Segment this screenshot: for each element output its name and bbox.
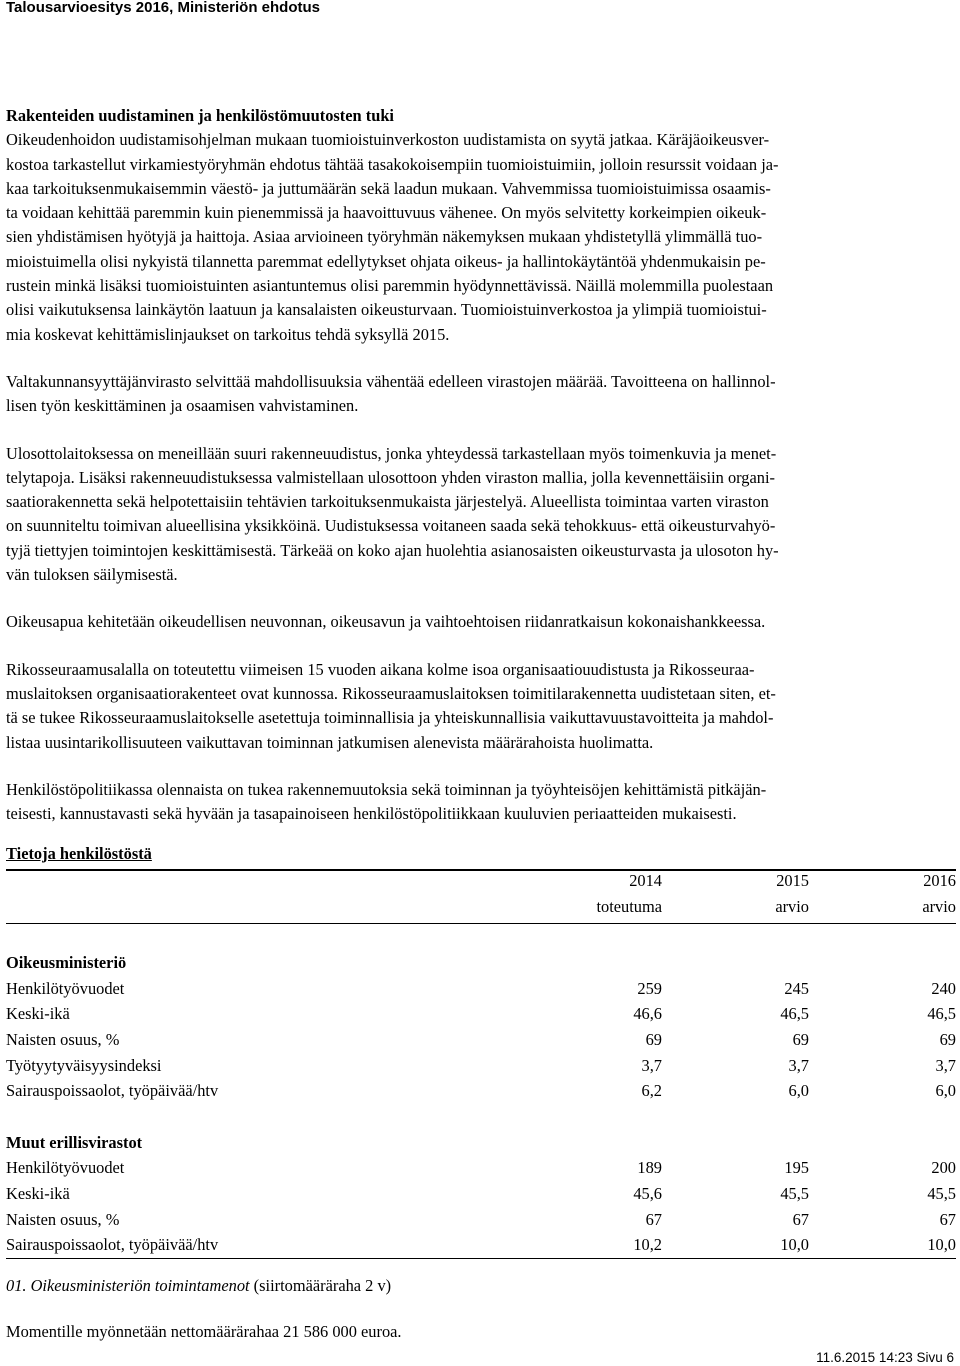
year-type-2: arvio	[662, 894, 809, 924]
table-row: Keski-ikä 46,6 46,5 46,5	[6, 1004, 956, 1024]
table-row: Naisten osuus, % 67 67 67	[6, 1209, 956, 1229]
group-header-other-agencies: Muut erillisvirastot	[6, 1132, 143, 1152]
paragraph-court-network: Oikeudenhoidon uudistamisohjelman mukaan tuomioistuinverkoston uudistamista on syytä jatkaa. Käräjäoikeusver- kostoa tarkastellut virkamiestyöryhmän ehdotus tähtää tasakokoisempiin tuomioistuimiin, jolloin resurssit voidaan ja- kaa tarkoituksenmukaisemmin väestö- ja juttumäärän sekä laadun mukaan. Vahvemmissa tuomioistuimissa osaamis- ta voidaan kehittää paremmin kuin pienemmissä ja haavoittuvuus vähenee. On myös selvitetty korkeimpien oikeuk- sien yhdistämisen hyötyjä ja haittoja. Asiaa arvioineen työryhmän näkemyksen mukaan yhdistetyllä ylimmällä tuo- mioistuimella olisi nykyistä tilannetta paremmat edellytykset ohjata oikeus- ja hallintokäytäntöä yhdenmukaisin pe- rustein minkä lisäksi tuomioistuinten asiantuntemus olisi paremmin hyödynnettävissä. Näillä molemmilla puolestaan olisi vaikutuksensa lainkäytön laatuun ja kansalaisten oikeusturvaan. Tuomioistuinverkostoa ja ylimpiä tuomioistui- mia koskevat kehittämislinjaukset on tarkoitus tehdä syksyllä 2015.	[6, 130, 779, 344]
paragraph-enforcement: Ulosottolaitoksessa on meneillään suuri rakenneuudistus, jonka yhteydessä tarkastellaan myös toimenkuvia ja menet- telytapoja. Lisäksi rakenneuudistuksessa valmistellaan ulosottoon yhden viraston mallia, jolla kevennettäisiin organi- saatiorakennetta sekä helpotettaisiin tehtävien tarkoituksenmukaista järjestelyä. Alueellista toimintaa varten viraston on suunniteltu toimivan alueellisina yksikköinä. Uudistuksessa voitaneen saada sekä tehokkuus- että oikeusturvahyö- tyjä tiettyjen toimintojen keskittämisestä. Tärkeää on koko ajan huolehtia asianosaisten oikeusturvasta ja ulosoton hy- vän tuloksen säilymisestä.	[6, 443, 779, 585]
moment-funding-text: Momentille myönnetään nettomäärärahaa 21 586 000 euroa.	[6, 1322, 402, 1341]
table-row: Sairauspoissaolot, työpäivää/htv 6,2 6,0 6,0	[6, 1081, 956, 1101]
page-footer: 11.6.2015 14:23 Sivu 6	[816, 1350, 954, 1365]
year-col-3: 2016	[923, 871, 956, 890]
table-row: Keski-ikä 45,6 45,5 45,5	[6, 1183, 956, 1203]
year-col-2: 2015	[776, 871, 809, 890]
table-row: Naisten osuus, % 69 69 69	[6, 1029, 956, 1049]
document-header-title: Talousarvioesitys 2016, Ministeriön ehdotus	[6, 0, 320, 16]
year-type-1: toteutuma	[426, 894, 662, 924]
staff-section-title	[6, 842, 956, 871]
staff-section-title-text: Tietoja henkilöstöstä	[6, 844, 152, 863]
section-heading: Rakenteiden uudistaminen ja henkilöstömuutosten tuki	[6, 106, 394, 125]
year-type-3: arvio	[809, 894, 956, 924]
group-header-ministry: Oikeusministeriö	[6, 953, 127, 973]
main-text	[6, 104, 956, 826]
table-row: Työtyytyväisyysindeksi 3,7 3,7 3,7	[6, 1055, 956, 1075]
table-header-types	[6, 894, 956, 924]
staff-table	[6, 868, 956, 1259]
moment-title-italic: 01. Oikeusministeriön toimintamenot	[6, 1276, 250, 1295]
year-col-1: 2014	[629, 871, 662, 890]
moment-title-rest: (siirtomääräraha 2 v)	[249, 1276, 392, 1295]
paragraph-sanctions: Rikosseuraamusalalla on toteutettu viimeisen 15 vuoden aikana kolme isoa organisaatiouudistusta ja Rikosseuraa- muslaitoksen organisaatiorakenteet ovat kunnossa. Rikosseuraamuslaitoksen toimitilarakennetta uudistetaan siten, et- tä se tukee Rikosseuraamuslaitokselle asetettuja toiminnallisia ja yhteiskunnallisia vaikuttavuustavoitteita ja mahdol- listaa uusintarikollisuuteen vaikuttavan toiminnan jatkumisen alenevista määrärahoista huolimatta.	[6, 659, 776, 752]
table-row: Sairauspoissaolot, työpäivää/htv 10,2 10,0 10,0	[6, 1232, 956, 1258]
table-header-years	[6, 868, 956, 894]
table-row: Henkilötyövuodet 259 245 240	[6, 978, 956, 998]
table-row: Henkilötyövuodet 189 195 200	[6, 1158, 956, 1178]
paragraph-prosecution: Valtakunnansyyttäjänvirasto selvittää mahdollisuuksia vähentää edelleen virastojen määrää. Tavoitteena on hallinnol- lisen työn keskittäminen ja osaamisen vahvistaminen.	[6, 371, 776, 416]
moment-title	[6, 1276, 391, 1296]
paragraph-legal-aid: Oikeusapua kehitetään oikeudellisen neuvonnan, oikeusavun ja vaihtoehtoisen riidanratkaisun kokonaishankkeessa.	[6, 612, 766, 632]
paragraph-personnel-policy: Henkilöstöpolitiikassa olennaista on tukea rakennemuutoksia sekä toiminnan ja työyhteisöjen kehittämistä pitkäjän- teisesti, kannustavasti sekä hyvään ja tasapainoiseen henkilöstöpolitiikkaan kuuluvien periaatteiden mukaisesti.	[6, 779, 767, 824]
